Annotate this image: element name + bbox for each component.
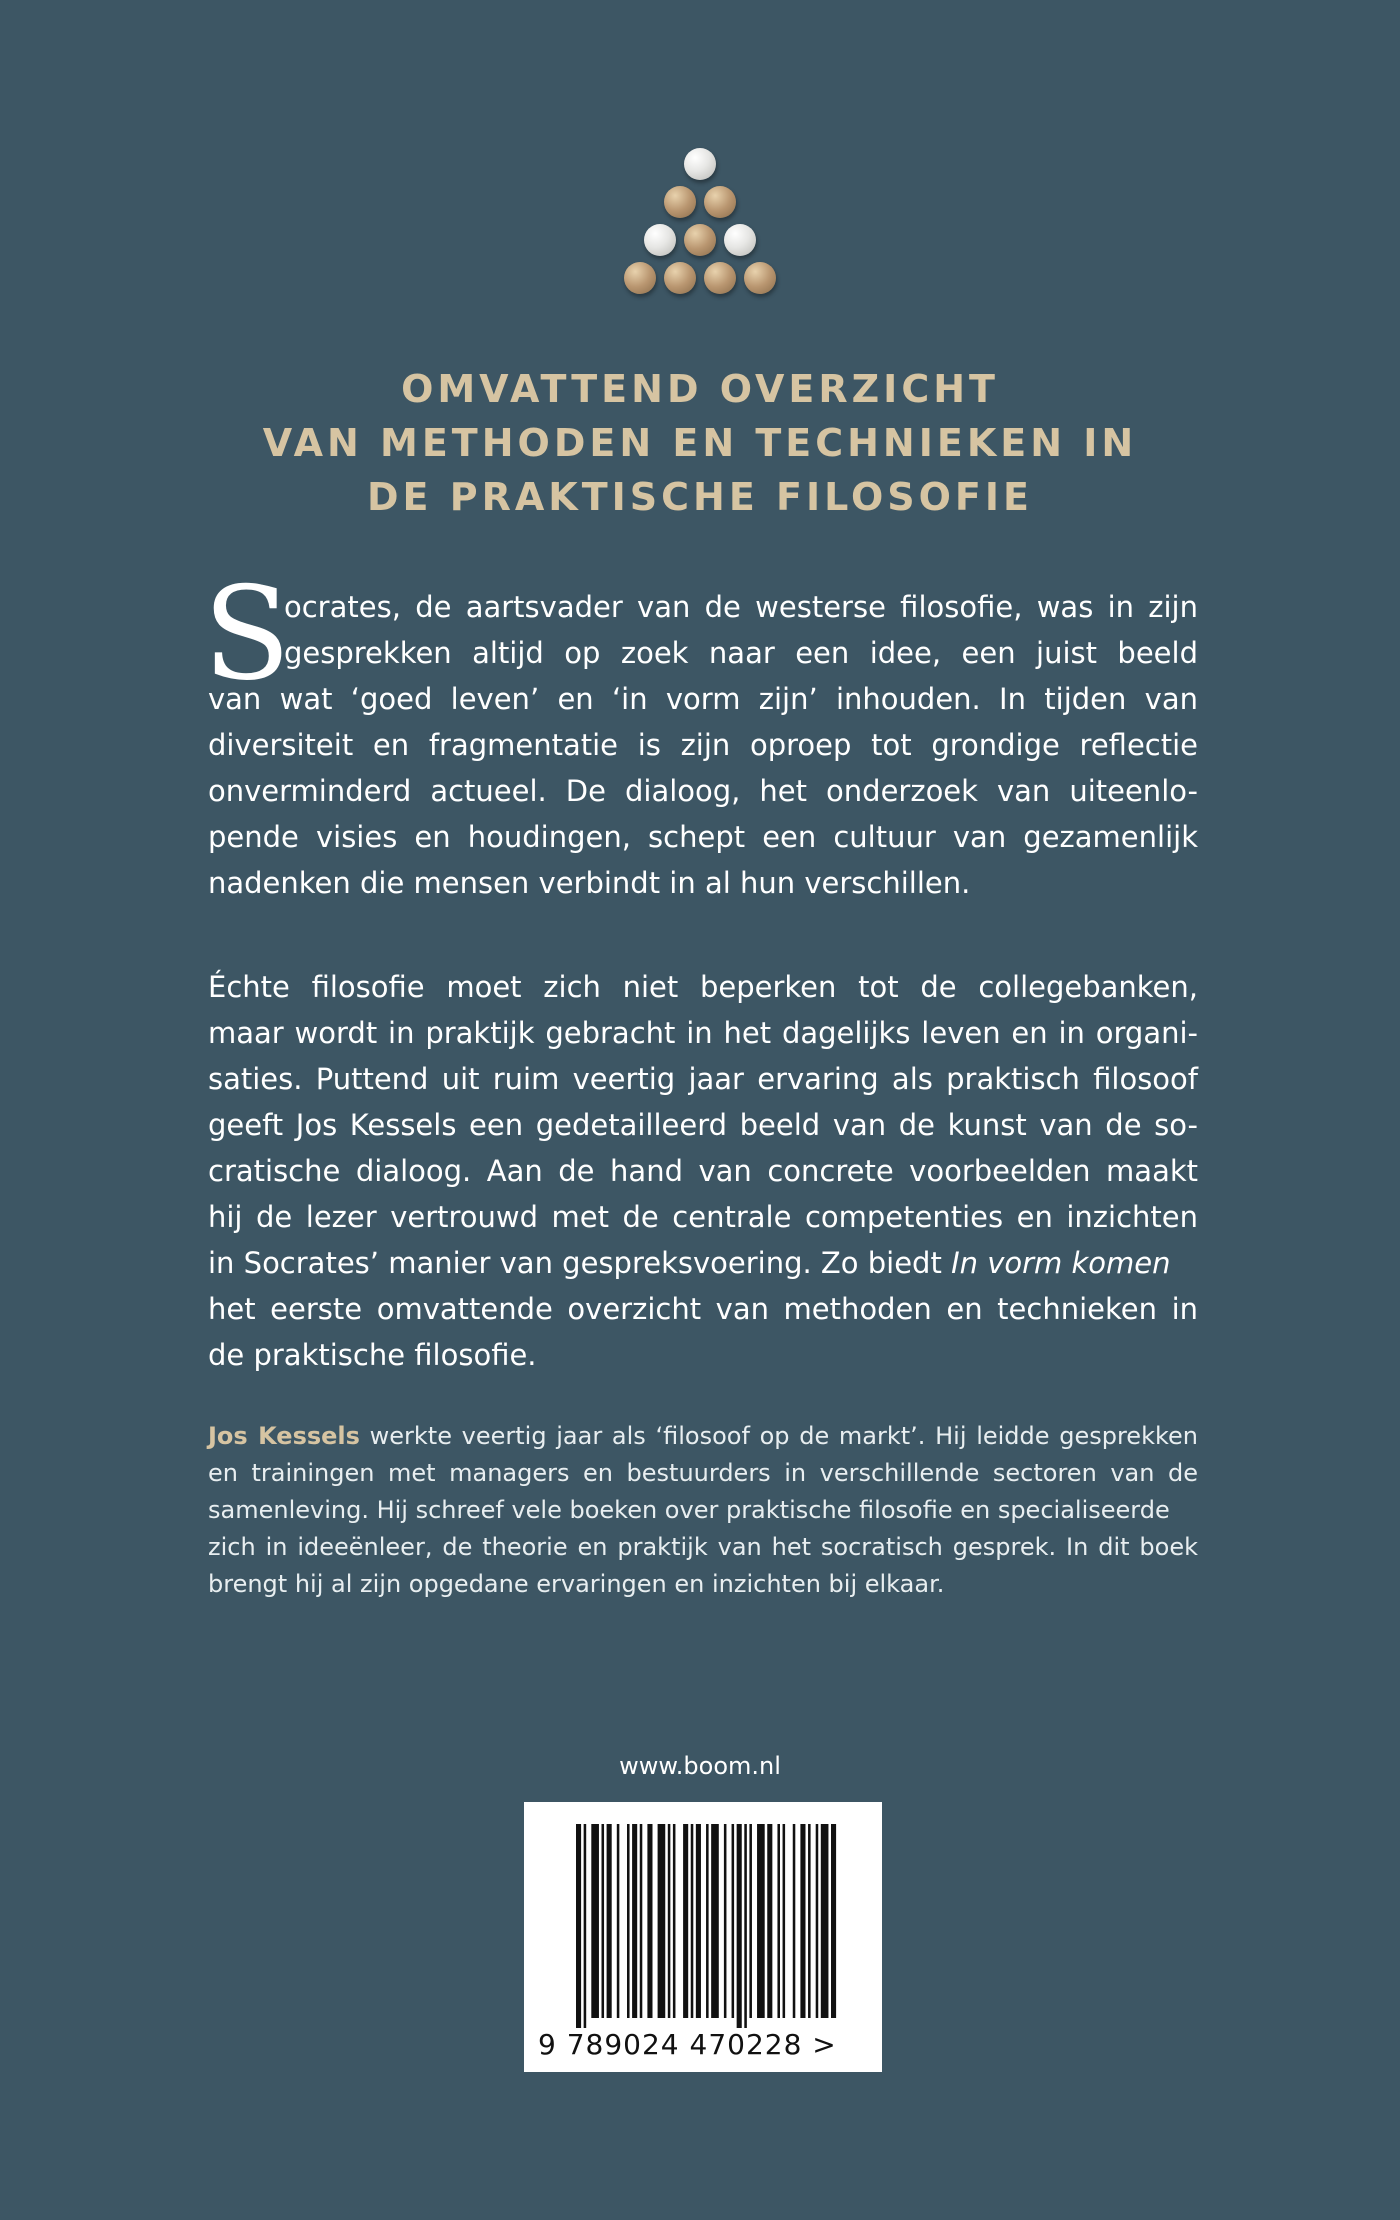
- text-line: brengt hij al zijn opgedane ervaringen en inzichten bij elkaar.: [208, 1570, 945, 1598]
- barcode-bar: [591, 1824, 599, 2018]
- gold-pearl-icon: [624, 262, 656, 294]
- barcode-bar: [724, 1824, 727, 2018]
- barcode-bar: [777, 1824, 780, 2018]
- barcode-bar: [576, 1824, 581, 2028]
- barcode-bar: [749, 1824, 752, 2018]
- barcode-bar: [821, 1824, 829, 2018]
- barcode-bar: [816, 1824, 819, 2018]
- barcode-bar: [800, 1824, 805, 2018]
- barcode-bar: [647, 1824, 652, 2018]
- barcode-bar: [617, 1824, 620, 2018]
- white-pearl-icon: [644, 224, 676, 256]
- barcode-bar: [668, 1824, 671, 2018]
- second-paragraph: [208, 964, 1198, 1378]
- text-line: en trainingen met managers en bestuurders in verschillende sectoren van de: [208, 1459, 1198, 1487]
- text-line: ocrates, de aartsvader van de westerse filosofie, was in zijn: [284, 590, 1198, 624]
- gold-pearl-icon: [684, 224, 716, 256]
- barcode-bar: [831, 1824, 836, 2018]
- gold-pearl-icon: [664, 262, 696, 294]
- barcode-bar: [793, 1824, 796, 2018]
- text-line: de praktische filosofie.: [208, 1338, 537, 1372]
- isbn-digits: 9 789024 470228 >: [538, 2028, 837, 2061]
- barcode-bar: [732, 1824, 735, 2018]
- barcode-bar: [627, 1824, 630, 2018]
- text-line: [208, 1418, 1198, 1455]
- barcode-bar: [808, 1824, 811, 2018]
- text-line: [208, 1240, 1198, 1286]
- text-line: van wat ‘goed leven’ en ‘in vorm zijn’ inhouden. In tijden van: [208, 682, 1198, 716]
- barcode-bar: [673, 1824, 676, 2018]
- author-bio: [208, 1418, 1198, 1603]
- text-line: gesprekken altijd op zoek naar een idee, een juist beeld: [284, 636, 1198, 670]
- gold-pearl-icon: [704, 186, 736, 218]
- heading-line: DE PRAKTISCHE FILOSOFIE: [367, 475, 1033, 519]
- white-pearl-icon: [684, 148, 716, 180]
- heading-line: VAN METHODEN EN TECHNIEKEN IN: [262, 421, 1138, 465]
- text-line: onverminderd actueel. De dialoog, het onderzoek van uiteenlo-: [208, 774, 1198, 808]
- text-line: Échte filosofie moet zich niet beperken tot de collegebanken,: [208, 970, 1198, 1004]
- text-line: nadenken die mensen verbindt in al hun verschillen.: [208, 866, 971, 900]
- barcode-bar: [767, 1824, 772, 2018]
- barcode-bar: [691, 1824, 694, 2018]
- heading-line: OMVATTEND OVERZICHT: [401, 367, 999, 411]
- barcode-bar: [737, 1824, 742, 2028]
- barcode-bar: [683, 1824, 688, 2018]
- intro-paragraph: [203, 560, 1198, 906]
- text-line: cratische dialoog. Aan de hand van concrete voorbeelden maakt: [208, 1154, 1198, 1188]
- gold-pearl-icon: [744, 262, 776, 294]
- text-line: pende visies en houdingen, schept een cultuur van gezamenlijk: [208, 820, 1198, 854]
- cover-heading: [150, 362, 1250, 524]
- barcode-bar: [706, 1824, 709, 2018]
- text-line: hij de lezer vertrouwd met de centrale competenties en inzichten: [208, 1200, 1198, 1234]
- author-name: Jos Kessels: [208, 1422, 360, 1450]
- text-line: het eerste omvattende overzicht van methoden en technieken in: [208, 1292, 1198, 1326]
- book-title: In vorm komen: [951, 1246, 1171, 1280]
- barcode-bar: [640, 1824, 643, 2018]
- text-line: saties. Puttend uit ruim veertig jaar ervaring als praktisch filosoof: [208, 1062, 1198, 1096]
- text-fragment: in Socrates’ manier van gespreksvoering. Zo biedt: [208, 1246, 942, 1280]
- barcode-bar: [607, 1824, 612, 2018]
- publisher-website: www.boom.nl: [619, 1752, 781, 1780]
- barcode-bar: [744, 1824, 747, 2028]
- barcode-bar: [602, 1824, 605, 2018]
- text-line: geeft Jos Kessels een gedetailleerd beeld van de kunst van de so-: [208, 1108, 1198, 1142]
- text-line: zich in ideeënleer, de theorie en praktijk van het socratisch gesprek. In dit boek: [208, 1533, 1198, 1561]
- text-line: maar wordt in praktijk gebracht in het dagelijks leven en in organi-: [208, 1016, 1198, 1050]
- white-pearl-icon: [724, 224, 756, 256]
- barcode-bar: [711, 1824, 719, 2018]
- drop-cap: S: [203, 560, 291, 709]
- barcode-bar: [757, 1824, 765, 2018]
- text-fragment: werkte veertig jaar als ‘filosoof op de markt’. Hij leidde gesprekken: [359, 1422, 1198, 1450]
- text-line: diversiteit en fragmentatie is zijn oproep tot grondige reflectie: [208, 728, 1198, 762]
- barcode-bar: [783, 1824, 786, 2018]
- barcode-bar: [658, 1824, 666, 2018]
- barcode-bar: [584, 1824, 587, 2028]
- text-line: samenleving. Hij schreef vele boeken over praktische filosofie en specialiseerde: [208, 1496, 1170, 1524]
- barcode-icon: [524, 1802, 882, 2028]
- pearl-triangle-icon: [0, 0, 1400, 320]
- gold-pearl-icon: [664, 186, 696, 218]
- barcode-bar: [632, 1824, 637, 2018]
- isbn-barcode: [524, 1802, 882, 2072]
- gold-pearl-icon: [704, 262, 736, 294]
- barcode-bar: [696, 1824, 701, 2018]
